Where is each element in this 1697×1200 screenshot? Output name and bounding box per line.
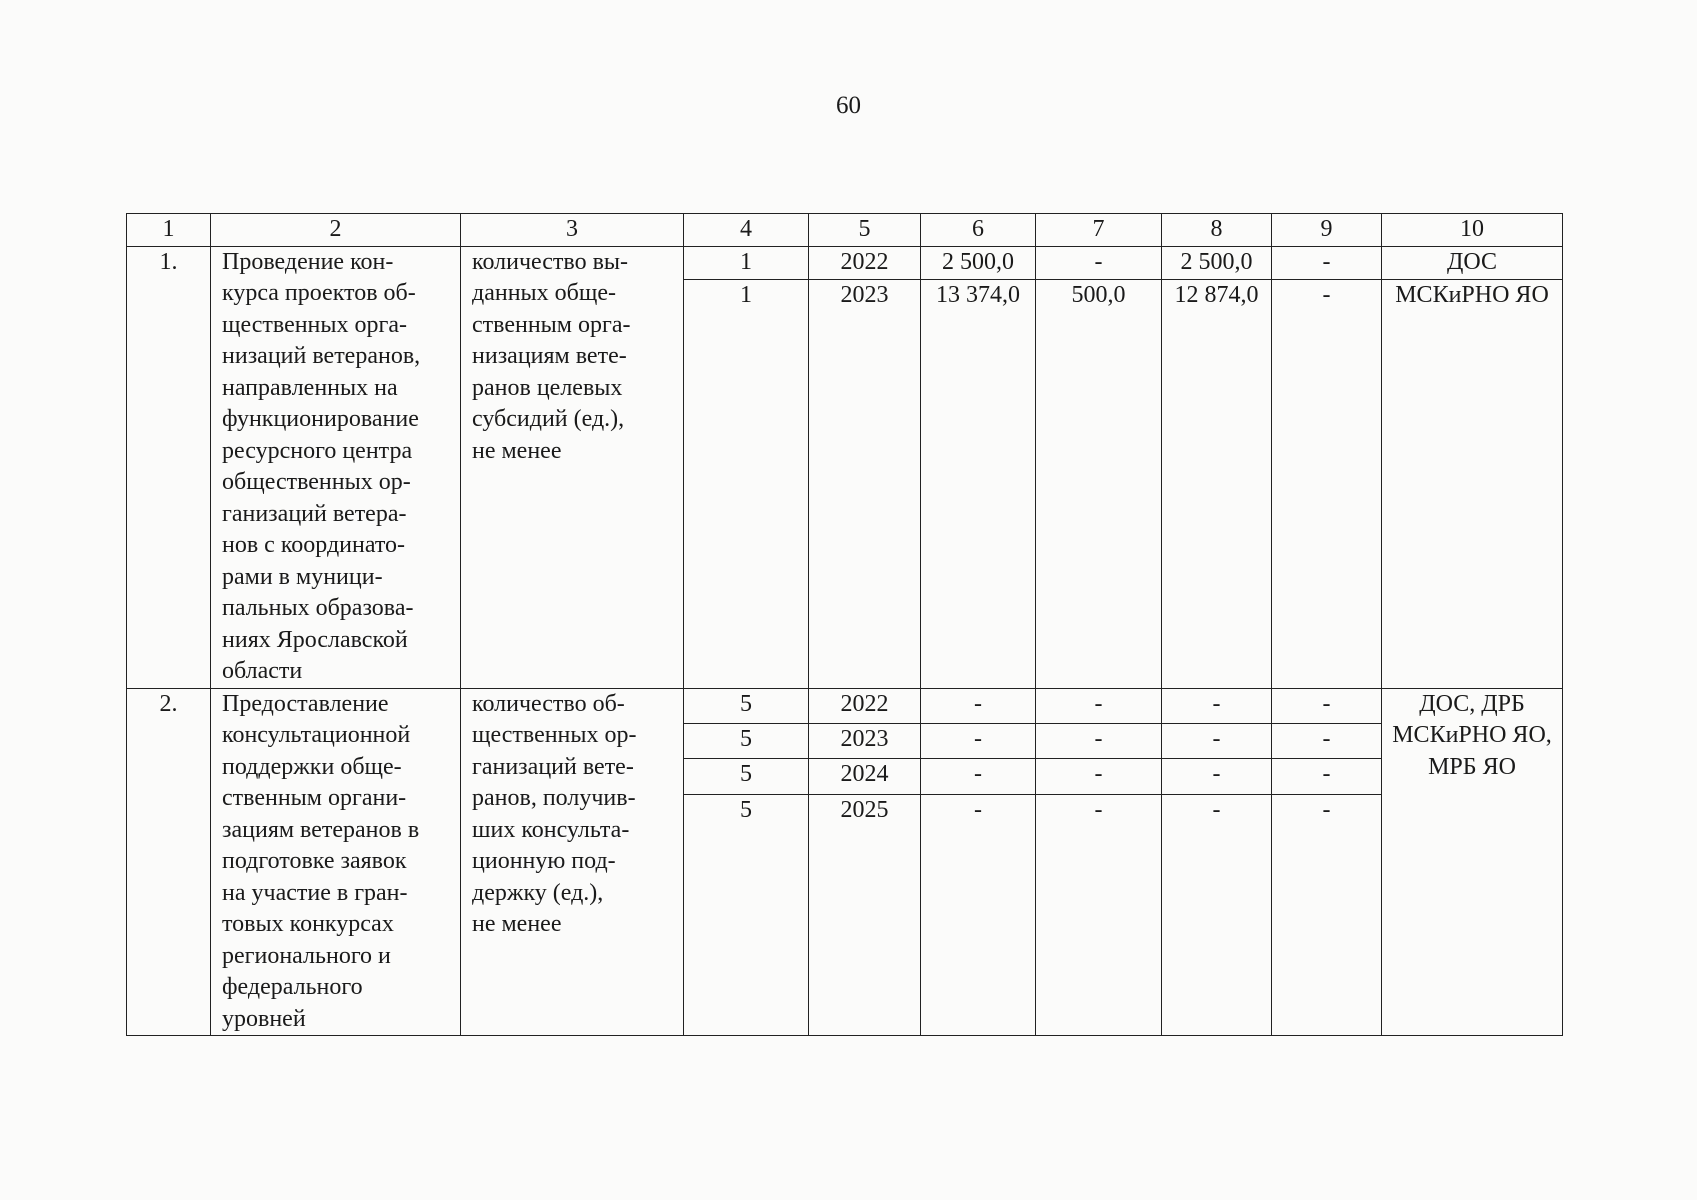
text-line: ганизаций вете- xyxy=(472,753,634,780)
funding-federal: - xyxy=(1036,794,1162,1035)
column-header: 2 xyxy=(211,214,461,247)
text-line: нов с координато- xyxy=(222,532,406,558)
text-line: направленных на xyxy=(222,374,398,401)
year: 2022 xyxy=(809,688,921,723)
funding-federal: 500,0 xyxy=(1036,280,1162,688)
header-row xyxy=(127,214,1563,247)
funding-federal: - xyxy=(1036,246,1162,280)
text-line: ственным орга- xyxy=(472,311,631,338)
indicator-value: 1 xyxy=(684,246,809,280)
program-table xyxy=(126,213,1563,1036)
text-line: количество вы- xyxy=(472,248,629,275)
funding-other: - xyxy=(1272,246,1382,280)
funding-other: - xyxy=(1272,759,1382,794)
column-header: 4 xyxy=(684,214,809,247)
year: 2024 xyxy=(809,759,921,794)
indicator-value: 5 xyxy=(684,723,809,758)
column-header: 10 xyxy=(1382,214,1563,247)
text-line: регионального и xyxy=(222,942,391,969)
funding-total: - xyxy=(921,688,1036,723)
text-line: области xyxy=(222,658,303,684)
text-line: ших консульта- xyxy=(472,816,630,843)
item-number: 1. xyxy=(127,246,211,688)
text-line: щественных орга- xyxy=(222,311,408,338)
text-line: Предоставление xyxy=(222,690,389,717)
funding-other: - xyxy=(1272,280,1382,688)
funding-federal: - xyxy=(1036,688,1162,723)
text-line: не менее xyxy=(472,437,562,464)
text-line: курса проектов об- xyxy=(222,280,416,306)
text-line: Проведение кон- xyxy=(222,248,394,275)
indicator-value: 1 xyxy=(684,280,809,688)
funding-regional: - xyxy=(1162,759,1272,794)
column-header: 1 xyxy=(127,214,211,247)
item-name xyxy=(211,246,461,688)
text-line: рами в муници- xyxy=(222,563,383,590)
text-line: не менее xyxy=(472,911,562,937)
year: 2023 xyxy=(809,723,921,758)
column-header: 8 xyxy=(1162,214,1272,247)
executor: ДОС xyxy=(1446,248,1497,275)
funding-federal: - xyxy=(1036,759,1162,794)
item-number: 2. xyxy=(127,688,211,1036)
text-line: низаций ветеранов, xyxy=(222,343,421,369)
indicator-value: 5 xyxy=(684,688,809,723)
text-line: щественных ор- xyxy=(472,722,637,748)
text-line: уровней xyxy=(222,1005,306,1032)
funding-total: 13 374,0 xyxy=(921,280,1036,688)
text-line: количество об- xyxy=(472,690,625,717)
executor: ДОС, ДРБ xyxy=(1419,690,1525,717)
text-line: поддержки обще- xyxy=(222,753,402,780)
text-line: консультационной xyxy=(222,722,411,748)
text-line: ресурсного центра xyxy=(222,437,413,464)
year: 2023 xyxy=(809,280,921,688)
funding-federal: - xyxy=(1036,723,1162,758)
indicator-value: 5 xyxy=(684,794,809,1035)
text-line: ственным органи- xyxy=(222,785,407,811)
text-line: на участие в гран- xyxy=(222,879,408,906)
text-line: подготовке заявок xyxy=(222,848,407,874)
indicator-value: 5 xyxy=(684,759,809,794)
funding-regional: - xyxy=(1162,794,1272,1035)
text-line: данных обще- xyxy=(472,280,617,306)
column-header: 7 xyxy=(1036,214,1162,247)
text-line: товых конкурсах xyxy=(222,911,394,937)
table-row xyxy=(127,688,1563,723)
funding-regional: 2 500,0 xyxy=(1162,246,1272,280)
text-line: ционную под- xyxy=(472,848,616,874)
funding-other: - xyxy=(1272,723,1382,758)
text-line: держку (ед.), xyxy=(472,879,604,906)
text-line: пальных образова- xyxy=(222,595,414,621)
table-row xyxy=(127,246,1563,280)
item-indicator xyxy=(461,688,684,1036)
funding-total: - xyxy=(921,723,1036,758)
text-line: субсидий (ед.), xyxy=(472,406,625,432)
executors xyxy=(1382,688,1563,1036)
year: 2022 xyxy=(809,246,921,280)
text-line: федерального xyxy=(222,974,363,1000)
funding-regional: - xyxy=(1162,723,1272,758)
executor: МСКиРНО ЯО xyxy=(1395,282,1549,309)
funding-regional: 12 874,0 xyxy=(1162,280,1272,688)
text-line: зациям ветеранов в xyxy=(222,816,420,843)
text-line: функционирование xyxy=(222,406,419,432)
column-header: 5 xyxy=(809,214,921,247)
column-header: 3 xyxy=(461,214,684,247)
year: 2025 xyxy=(809,794,921,1035)
column-header: 9 xyxy=(1272,214,1382,247)
item-indicator xyxy=(461,246,684,688)
executors xyxy=(1382,246,1563,280)
item-name xyxy=(211,688,461,1036)
text-line: низациям вете- xyxy=(472,343,627,369)
executors xyxy=(1382,280,1563,688)
text-line: ранов целевых xyxy=(472,374,623,401)
page-number: 60 xyxy=(836,92,861,119)
funding-total: - xyxy=(921,794,1036,1035)
column-header: 6 xyxy=(921,214,1036,247)
text-line: ранов, получив- xyxy=(472,785,636,811)
text-line: ниях Ярославской xyxy=(222,626,408,653)
funding-total: - xyxy=(921,759,1036,794)
funding-other: - xyxy=(1272,688,1382,723)
text-line: общественных ор- xyxy=(222,469,411,495)
text-line: ганизаций ветера- xyxy=(222,500,407,527)
funding-regional: - xyxy=(1162,688,1272,723)
executor: МСКиРНО ЯО, МРБ ЯО xyxy=(1392,722,1552,780)
funding-total: 2 500,0 xyxy=(921,246,1036,280)
funding-other: - xyxy=(1272,794,1382,1035)
